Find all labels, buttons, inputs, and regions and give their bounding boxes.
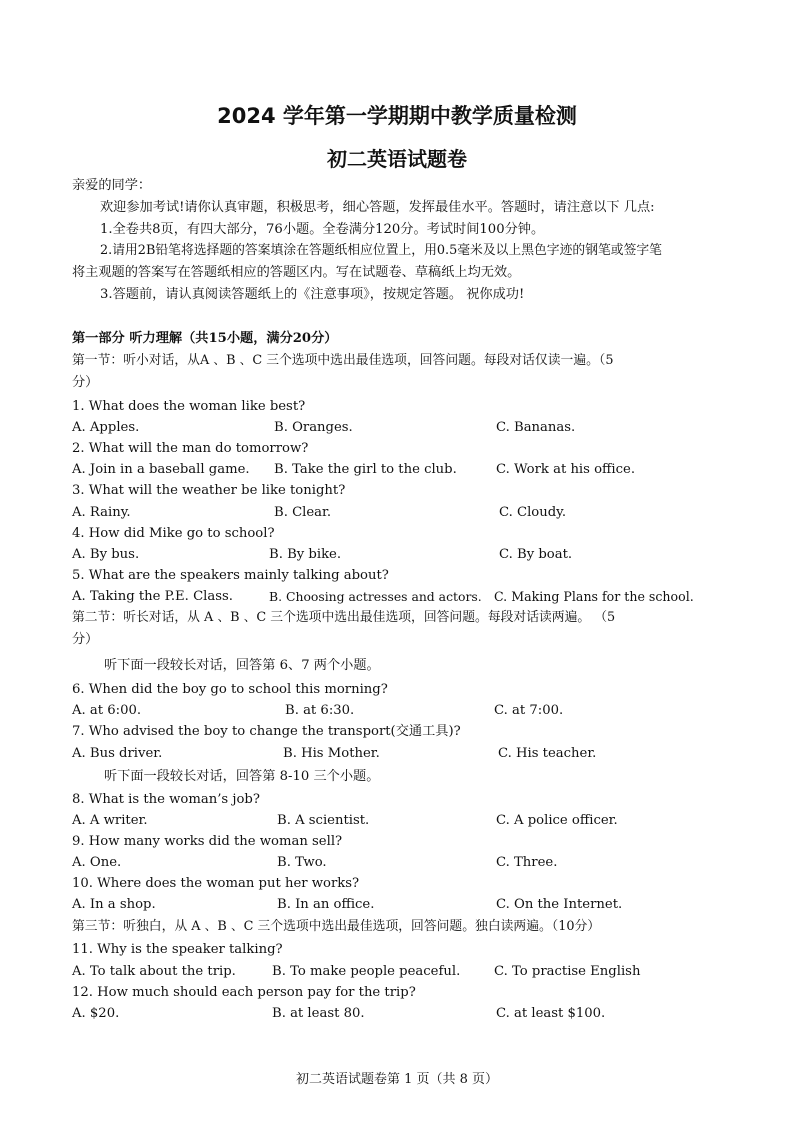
option-9b: B. Two. bbox=[277, 855, 327, 870]
question-9: 9. How many works did the woman sell? bbox=[72, 834, 343, 849]
question-1: 1. What does the woman like best? bbox=[72, 399, 306, 414]
option-7c: C. His teacher. bbox=[498, 746, 597, 761]
option-8c: C. A police officer. bbox=[496, 813, 618, 828]
option-5b: B. Choosing actresses and actors. bbox=[269, 589, 482, 604]
option-3c: C. Cloudy. bbox=[499, 505, 567, 520]
notice-intro: 欢迎参加考试!请你认真审题，积极思考，细心答题，发挥最佳水平。答题时，请注意以下 几点: bbox=[100, 200, 655, 215]
option-10a: A. In a shop. bbox=[72, 897, 156, 912]
option-2a: A. Join in a baseball game. bbox=[72, 462, 250, 477]
notice-greeting: 亲爱的同学： bbox=[72, 178, 152, 193]
option-3b: B. Clear. bbox=[274, 505, 332, 520]
option-12a: A. $20. bbox=[72, 1006, 120, 1021]
section1-instructions-cont: 分） bbox=[72, 375, 99, 390]
notice-item-2: 2.请用2B铅笔将选择题的答案填涂在答题纸相应位置上，用0.5毫米及以上黑色字迹的钢笔或签字笔 bbox=[100, 243, 662, 258]
option-7a: A. Bus driver. bbox=[72, 746, 163, 761]
question-11: 11. Why is the speaker talking? bbox=[72, 942, 283, 957]
option-4a: A. By bus. bbox=[72, 547, 140, 562]
option-5c: C. Making Plans for the school. bbox=[494, 589, 694, 604]
exam-subtitle: 初二英语试题卷 bbox=[327, 147, 467, 171]
question-7: 7. Who advised the boy to change the transport(交通工具)? bbox=[72, 724, 461, 739]
question-2: 2. What will the man do tomorrow? bbox=[72, 441, 309, 456]
notice-item-2-cont: 将主观题的答案写在答题纸相应的答题区内。写在试题卷、草稿纸上均无效。 bbox=[72, 265, 521, 280]
question-10: 10. Where does the woman put her works? bbox=[72, 876, 360, 891]
option-4c: C. By boat. bbox=[499, 547, 573, 562]
option-1b: B. Oranges. bbox=[274, 420, 353, 435]
part1-heading: 第一部分 听力理解（共15小题，满分20分） bbox=[72, 331, 338, 346]
question-3: 3. What will the weather be like tonight? bbox=[72, 483, 346, 498]
option-9c: C. Three. bbox=[496, 855, 558, 870]
option-1a: A. Apples. bbox=[72, 420, 140, 435]
option-6a: A. at 6:00. bbox=[72, 703, 142, 718]
option-10b: B. In an office. bbox=[277, 897, 375, 912]
option-4b: B. By bike. bbox=[269, 547, 342, 562]
option-7b: B. His Mother. bbox=[283, 746, 380, 761]
option-11c: C. To practise English bbox=[494, 964, 641, 979]
option-11b: B. To make people peaceful. bbox=[272, 964, 461, 979]
question-5: 5. What are the speakers mainly talking about? bbox=[72, 568, 389, 583]
intro-questions-8-10: 听下面一段较长对话，回答第 8-10 三个小题。 bbox=[104, 769, 380, 784]
question-6: 6. When did the boy go to school this morning? bbox=[72, 682, 388, 697]
option-12c: C. at least $100. bbox=[496, 1006, 606, 1021]
section1-instructions: 第一节：听小对话，从A 、B 、C 三个选项中选出最佳选项，回答问题。每段对话仅读一遍。（5 bbox=[72, 353, 614, 368]
option-10c: C. On the Internet. bbox=[496, 897, 623, 912]
option-8b: B. A scientist. bbox=[277, 813, 370, 828]
option-11a: A. To talk about the trip. bbox=[72, 964, 236, 979]
option-2c: C. Work at his office. bbox=[496, 462, 636, 477]
section3-instructions: 第三节：听独白，从 A 、B 、C 三个选项中选出最佳选项，回答问题。独白读两遍。（10分） bbox=[72, 919, 601, 934]
question-4: 4. How did Mike go to school? bbox=[72, 526, 275, 541]
exam-title: 2024 学年第一学期期中教学质量检测 bbox=[217, 104, 577, 128]
option-12b: B. at least 80. bbox=[272, 1006, 365, 1021]
option-6b: B. at 6:30. bbox=[285, 703, 355, 718]
notice-item-1: 1.全卷共8页，有四大部分，76小题。全卷满分120分。考试时间100分钟。 bbox=[100, 222, 545, 237]
page-footer: 初二英语试题卷第 1 页（共 8 页） bbox=[295, 1072, 499, 1087]
section2-instructions-cont: 分） bbox=[72, 632, 99, 647]
question-12: 12. How much should each person pay for the trip? bbox=[72, 985, 416, 1000]
option-6c: C. at 7:00. bbox=[494, 703, 564, 718]
notice-item-3: 3.答题前，请认真阅读答题纸上的《注意事项》，按规定答题。 祝你成功! bbox=[100, 287, 525, 302]
question-8: 8. What is the woman’s job? bbox=[72, 792, 260, 807]
option-3a: A. Rainy. bbox=[72, 505, 131, 520]
option-1c: C. Bananas. bbox=[496, 420, 576, 435]
option-5a: A. Taking the P.E. Class. bbox=[72, 589, 233, 604]
option-9a: A. One. bbox=[72, 855, 122, 870]
option-8a: A. A writer. bbox=[72, 813, 148, 828]
option-2b: B. Take the girl to the club. bbox=[274, 462, 457, 477]
section2-instructions: 第二节：听长对话，从 A 、B 、C 三个选项中选出最佳选项，回答问题。每段对话读两遍。 （5 bbox=[72, 610, 616, 625]
intro-questions-6-7: 听下面一段较长对话，回答第 6、7 两个小题。 bbox=[104, 658, 380, 673]
